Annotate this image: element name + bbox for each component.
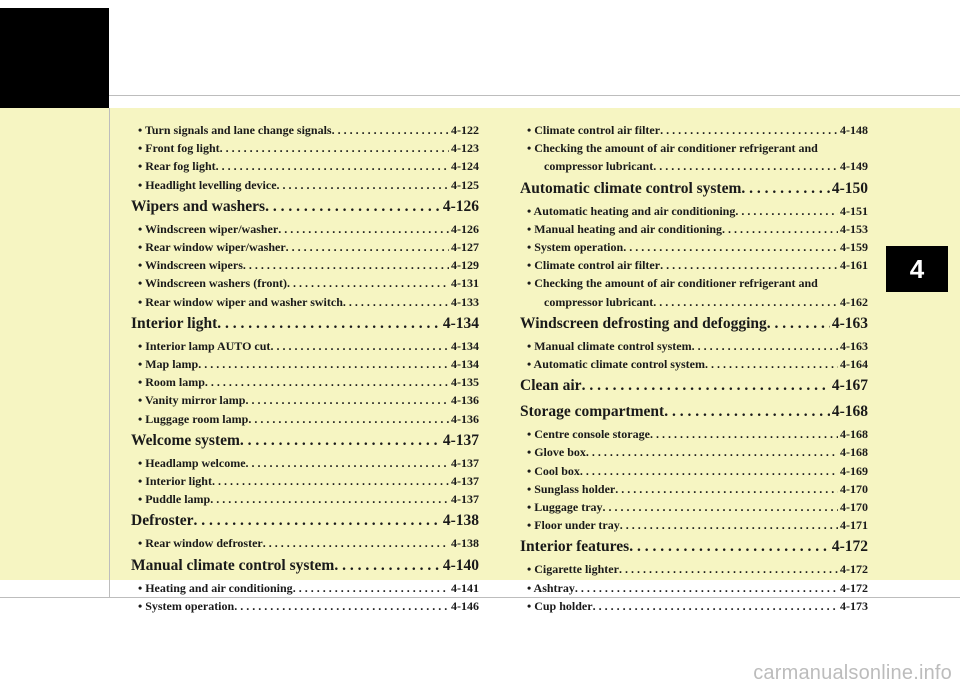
toc-page-number: 4-137 [442,431,479,449]
toc-page-number: 4-122 [451,123,479,137]
toc-page-number: 4-135 [451,375,479,390]
dot-leader [332,121,449,139]
toc-page-number: 4-136 [451,393,479,408]
dot-leader [286,238,449,256]
toc-entry-label: Welcome system [131,431,240,449]
toc-entry-label: • Climate control air filter [527,258,661,273]
toc-entry-label: • Automatic climate control system [527,357,705,372]
toc-entry-label: • Rear window wiper and washer switch [138,294,343,309]
toc-entry-label: Windscreen defrosting and defogging [520,314,767,332]
toc-entry[interactable] [520,121,868,139]
dot-leader [334,553,440,579]
toc-entry[interactable] [520,560,868,578]
toc-page-number: 4-127 [451,240,479,255]
toc-page-number: 4-172 [831,538,868,556]
dot-leader [619,560,838,578]
toc-entry-label: • Headlight levelling device [138,177,277,192]
toc-entry-label: Interior light [131,314,218,332]
toc-entry-label: • Windscreen wiper/washer [138,221,279,236]
toc-entry-label: • Checking the amount of air conditioner refrigerant and [527,276,818,291]
dot-leader [220,139,449,157]
toc-entry[interactable] [520,256,868,274]
dot-leader [650,425,838,443]
dot-leader [705,355,838,373]
dot-leader [620,516,838,534]
toc-entry[interactable] [520,220,868,238]
toc-entry-label: • Centre console storage [527,427,650,442]
toc-page-number: 4-168 [840,445,868,460]
dot-leader [343,293,449,311]
toc-page-number: 4-150 [831,179,868,197]
dot-leader [216,157,449,175]
toc-page-number: 4-140 [442,556,479,574]
toc-page-number: 4-138 [451,536,479,551]
dot-leader [243,256,449,274]
toc-entry-label: Storage compartment [520,403,665,421]
toc-entry[interactable] [131,139,479,157]
dot-leader [582,373,830,399]
toc-entry[interactable] [520,498,868,516]
dot-leader [217,311,441,337]
toc-entry[interactable] [131,490,479,508]
toc-section-heading[interactable] [131,553,479,579]
toc-left-column [131,121,479,615]
toc-section-heading[interactable] [131,428,479,454]
dot-leader [265,194,441,220]
toc-entry[interactable] [520,202,868,220]
toc-page-number: 4-170 [840,481,868,496]
dot-leader [767,311,830,337]
toc-entry[interactable] [520,579,868,597]
dot-leader [660,256,838,274]
toc-entry-label: • Windscreen washers (front) [138,276,287,291]
toc-page-number: 4-129 [451,258,479,273]
toc-entry[interactable] [520,355,868,373]
toc-entry[interactable] [131,220,479,238]
toc-page-number: 4-131 [451,276,479,291]
dot-leader [735,202,838,220]
toc-page-number: 4-164 [840,357,868,372]
toc-entry-label: • System operation [527,240,624,255]
dot-leader [653,157,838,175]
dot-leader [277,176,449,194]
toc-section-heading[interactable] [131,194,479,220]
toc-entry-label: • Cup holder [527,598,593,613]
toc-entry-label: • Map lamp [138,357,199,372]
toc-entry[interactable] [131,410,479,428]
toc-entry-label: • Manual climate control system [527,338,692,353]
toc-entry[interactable] [520,274,868,310]
toc-entry[interactable] [131,293,479,311]
header-black-block [0,8,109,108]
toc-page-number: 4-137 [451,492,479,507]
watermark: carmanualsonline.info [753,662,952,684]
toc-page-number: 4-151 [840,203,868,218]
toc-page-number: 4-123 [451,141,479,156]
toc-entry[interactable] [131,256,479,274]
toc-page-number: 4-163 [840,338,868,353]
toc-page-number: 4-133 [451,294,479,309]
toc-section-heading[interactable] [131,508,479,534]
toc-entry-label: • Glove box [527,445,586,460]
toc-entry-label: • Vanity mirror lamp [138,393,246,408]
toc-entry[interactable] [520,516,868,534]
toc-entry-label-continued: compressor lubricant [544,294,654,309]
toc-entry-label: Interior features [520,538,630,556]
toc-page-number: 4-146 [451,598,479,613]
toc-entry[interactable] [520,462,868,480]
toc-page-number: 4-173 [840,598,868,613]
toc-page-number: 4-161 [840,258,868,273]
toc-page-number: 4-153 [840,221,868,236]
toc-entry[interactable] [131,337,479,355]
toc-page-number: 4-137 [451,474,479,489]
toc-entry[interactable] [520,139,868,175]
dot-leader [692,337,838,355]
toc-entry[interactable] [520,238,868,256]
toc-entry[interactable] [131,121,479,139]
toc-entry-label: • Climate control air filter [527,123,661,137]
toc-entry[interactable] [520,443,868,461]
dot-leader [248,410,449,428]
toc-page-number: 4-126 [451,221,479,236]
toc-entry-label: • Manual heating and air conditioning [527,221,723,236]
toc-entry[interactable] [131,238,479,256]
toc-entry-label: • Sunglass holder [527,481,616,496]
dot-leader [629,534,830,560]
toc-entry[interactable] [520,337,868,355]
toc-entry-label: Automatic climate control system [520,179,742,197]
toc-section-heading[interactable] [520,534,868,560]
toc-page-number: 4-136 [451,411,479,426]
dot-leader [240,428,441,454]
toc-entry[interactable] [131,579,479,597]
dot-leader [575,579,838,597]
toc-page-number: 4-134 [451,357,479,372]
toc-section-heading[interactable] [131,311,479,337]
header-rule [109,95,960,96]
toc-section-heading[interactable] [520,399,868,425]
toc-entry-label: • Rear window defroster [138,536,263,551]
dot-leader [722,220,838,238]
dot-leader [198,355,449,373]
toc-page-number: 4-148 [840,123,868,137]
toc-section-heading[interactable] [520,311,868,337]
toc-entry-label: • Luggage room lamp [138,411,249,426]
toc-entry[interactable] [131,274,479,292]
toc-entry-label: Defroster [131,512,194,530]
toc-entry[interactable] [131,597,479,615]
toc-entry[interactable] [131,534,479,552]
toc-page-number: 4-137 [451,455,479,470]
toc-page-number: 4-167 [831,377,868,395]
dot-leader [603,498,838,516]
toc-entry-label: • Checking the amount of air conditioner refrigerant and [527,141,818,156]
toc-entry-label: • Room lamp [138,375,205,390]
chapter-number: 4 [909,253,925,284]
toc-page-number: 4-168 [831,403,868,421]
toc-entry-label: • Automatic heating and air conditioning [527,203,736,218]
toc-entry-label: • Puddle lamp [138,492,211,507]
toc-entry-label: • Windscreen wipers [138,258,243,273]
toc-page-number: 4-126 [442,197,479,215]
toc-entry[interactable] [520,480,868,498]
toc-page-number: 4-170 [840,500,868,515]
toc-entry[interactable] [131,391,479,409]
dot-leader [615,480,838,498]
toc-page-number: 4-149 [840,159,868,174]
dot-leader [245,391,449,409]
toc-page-number: 4-138 [442,512,479,530]
toc-entry-label: • Headlamp welcome [138,455,246,470]
toc-entry[interactable] [520,425,868,443]
toc-page-number: 4-171 [840,518,868,533]
toc-entry-label: • System operation [138,598,235,613]
dot-leader [194,508,441,534]
toc-entry[interactable] [131,373,479,391]
toc-section-heading[interactable] [520,176,868,202]
dot-leader [664,399,830,425]
toc-page-number: 4-172 [840,562,868,577]
dot-leader [580,462,838,480]
toc-entry-label: • Front fog light [138,141,220,156]
dot-leader [741,176,829,202]
toc-entry[interactable] [131,472,479,490]
dot-leader [270,337,449,355]
toc-page-number: 4-168 [840,427,868,442]
chapter-tab[interactable] [886,246,948,292]
dot-leader [234,597,449,615]
dot-leader [653,293,838,311]
toc-page-number: 4-169 [840,463,868,478]
toc-entry-label: Wipers and washers [131,197,266,215]
dot-leader [593,597,838,615]
dot-leader [660,121,838,139]
toc-section-heading[interactable] [520,373,868,399]
dot-leader [293,579,449,597]
margin-divider-line [109,108,110,598]
dot-leader [210,490,449,508]
toc-page-number: 4-172 [840,580,868,595]
toc-entry-label: • Interior lamp AUTO cut [138,338,271,353]
dot-leader [287,274,449,292]
toc-page-number: 4-159 [840,240,868,255]
toc-entry-label: Clean air [520,377,582,395]
dot-leader [263,534,449,552]
toc-entry[interactable] [131,176,479,194]
toc-entry-label: • Floor under tray [527,518,620,533]
toc-page-number: 4-141 [451,580,479,595]
toc-entry-label: • Rear fog light [138,159,216,174]
toc-entry-label: • Turn signals and lane change signals [138,123,332,137]
toc-page-number: 4-163 [831,314,868,332]
toc-entry-label: • Ashtray [527,580,575,595]
toc-page-number: 4-124 [451,159,479,174]
toc-entry-label: • Interior light [138,474,212,489]
dot-leader [623,238,838,256]
toc-page-number: 4-134 [451,338,479,353]
dot-leader [205,373,449,391]
toc-entry[interactable] [131,355,479,373]
toc-entry-label-continued: compressor lubricant [544,159,654,174]
toc-entry[interactable] [131,157,479,175]
toc-entry-label: • Cigarette lighter [527,562,619,577]
toc-entry-label: • Cool box [527,463,580,478]
toc-page-number: 4-162 [840,294,868,309]
toc-page-number: 4-125 [451,177,479,192]
toc-entry-label: • Heating and air conditioning [138,580,293,595]
dot-leader [246,454,449,472]
dot-leader [586,443,838,461]
toc-entry[interactable] [520,597,868,615]
toc-page-number: 4-134 [442,314,479,332]
toc-entry[interactable] [131,454,479,472]
toc-entry-label: Manual climate control system [131,556,335,574]
toc-right-column [520,121,868,615]
dot-leader [278,220,449,238]
toc-entry-label: • Luggage tray [527,500,603,515]
dot-leader [212,472,449,490]
toc-entry-label: • Rear window wiper/washer [138,240,286,255]
